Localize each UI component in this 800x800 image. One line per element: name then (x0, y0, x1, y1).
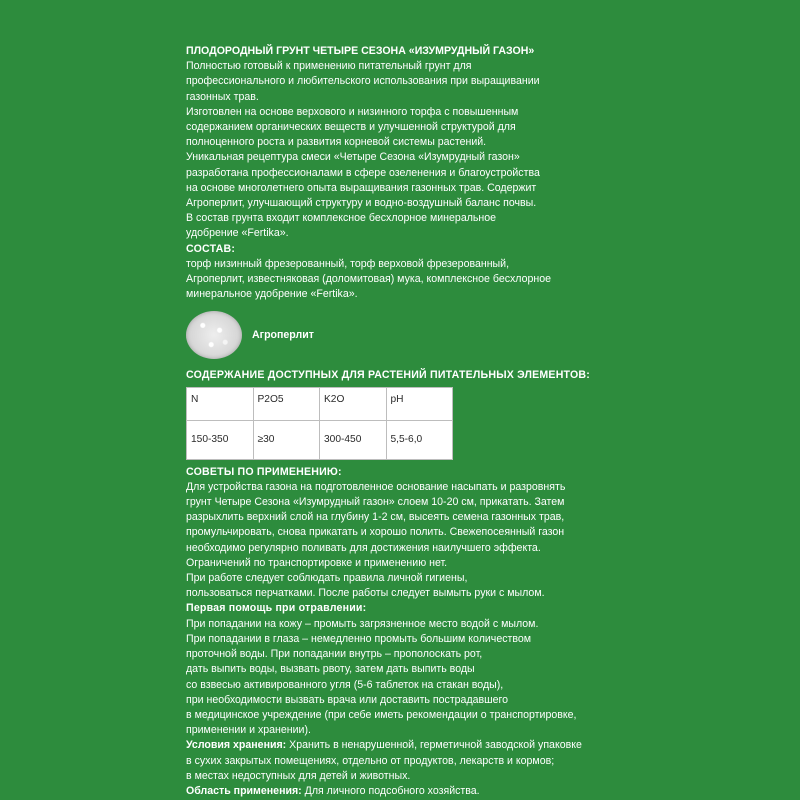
usage-heading: СОВЕТЫ ПО ПРИМЕНЕНИЮ: (186, 465, 342, 478)
perlite-sample (186, 308, 616, 362)
first-aid-heading: Первая помощь при отравлении: (186, 602, 367, 615)
table-header-cell: P2O5 (253, 387, 320, 420)
product-title: ПЛОДОРОДНЫЙ ГРУНТ ЧЕТЫРЕ СЕЗОНА «ИЗУМРУДНЫЙ ГАЗОН» (186, 45, 535, 57)
table-cell: 300-450 (320, 420, 387, 459)
storage-text: Хранить в ненарушенной, герметичной заводской упаковке в сухих закрытых помещениях, отдельно от продуктов, лекарств и кормов; в местах недоступных для детей и животных. (186, 739, 582, 782)
intro-text: Полностью готовый к применению питательный грунт для профессионального и любительского использования при выращивании газонных трав. Изготовлен на основе верхового и низинного торфа с повышенным содержанием органических веществ и улучшенной структурой для полноценного роста и развития корневой системы растений. Уникальная рецептура смеси «Четыре Сезона «Изумрудный газон» разработана профессионалами в сфере озеленения и благоустройства на основе многолетнего опыта выращивания газонных трав. Содержит Агроперлит, улучшающий структуру и водно-воздушный баланс почвы. В состав грунта входит комплексное бесхлорное минеральное удобрение «Fertika». (186, 60, 540, 240)
usage-text: Для устройства газона на подготовленное основание насыпать и разровнять грунт Четыре Сезона «Изумрудный газон» слоем 10-20 см, прикатать. Затем разрыхлить верхний слой на глубину 1-2 см, высеять семена газонных трав, промульчировать, снова прикатать и хорошо полить. Свежепосеянный газон необходимо регулярно поливать для достижения наилучшего эффекта. Ограничений по транспортировке и применению нет. При работе следует соблюдать правила личной гигиены, пользоваться перчатками. После работы следует вымыть руки с мылом. (186, 480, 566, 600)
nutrients-table (186, 387, 453, 460)
table-cell: ≥30 (253, 420, 320, 459)
scope-paragraph (186, 784, 616, 799)
table-cell: 5,5-6,0 (386, 420, 453, 459)
composition-heading: СОСТАВ: (186, 242, 236, 255)
nutrients-heading: СОДЕРЖАНИЕ ДОСТУПНЫХ ДЛЯ РАСТЕНИЙ ПИТАТЕЛЬНЫХ ЭЛЕМЕНТОВ: (186, 369, 590, 382)
table-header-row (187, 387, 453, 420)
storage-paragraph (186, 738, 616, 784)
product-description (186, 44, 616, 799)
first-aid-text: При попадании на кожу – промыть загрязненное место водой с мылом. При попадании в глаза – немедленно промыть большим количеством проточной воды. При попадании внутрь – прополоскать рот, дать выпить воды, вызвать рвоту, затем дать выпить воды со взвесью активированного угля (5-6 таблеток на стакан воды), при необходимости вызвать врача или доставить пострадавшего в медицинское учреждение (при себе иметь рекомендации о транспортировке, применении и хранении). (186, 617, 577, 737)
table-row (187, 420, 453, 459)
table-cell: 150-350 (187, 420, 254, 459)
table-header-cell: K2O (320, 387, 387, 420)
scope-text: Для личного подсобного хозяйства. (301, 784, 480, 797)
perlite-image (186, 311, 242, 359)
perlite-label: Агроперлит (252, 328, 314, 341)
composition-text: торф низинный фрезерованный, торф верховой фрезерованный, Агроперлит, известняковая (доломитовая) мука, комплексное бесхлорное минеральное удобрение «Fertika». (186, 257, 552, 301)
table-header-cell: N (187, 387, 254, 420)
table-header-cell: pH (386, 387, 453, 420)
storage-label: Условия хранения: (186, 739, 287, 752)
scope-label: Область применения: (186, 784, 302, 797)
